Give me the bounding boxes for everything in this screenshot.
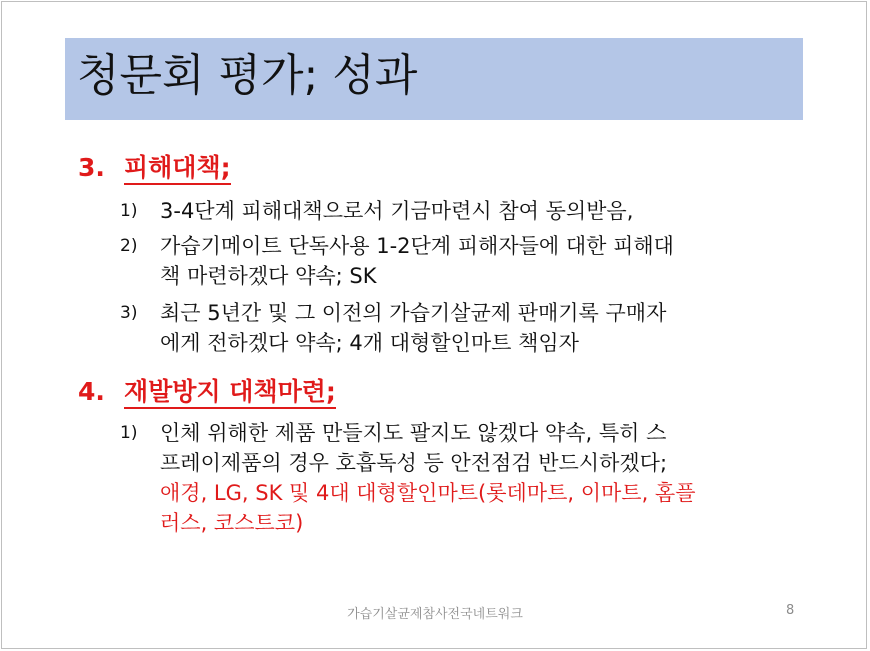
item-line: 최근 5년간 및 그 이전의 가습기살균제 판매기록 구매자 xyxy=(160,301,667,325)
section-heading-3 xyxy=(78,152,231,184)
item-line-highlight: 러스, 코스트코) xyxy=(160,511,304,535)
footer-text: 가습기살균제참사전국네트워크 xyxy=(347,607,523,622)
item-number: 1) xyxy=(120,201,138,221)
item-line: 에게 전하겠다 약속; 4개 대형할인마트 책임자 xyxy=(160,331,579,355)
section-title: 피해대책; xyxy=(124,153,231,185)
item-number: 3) xyxy=(120,303,138,323)
item-line: 인체 위해한 제품 만들지도 팔지도 않겠다 약속, 특히 스 xyxy=(160,421,667,445)
section-title: 재발방지 대책마련; xyxy=(124,377,336,409)
list-item xyxy=(120,196,800,226)
section-number: 4. xyxy=(78,377,105,406)
title-bar xyxy=(65,38,803,120)
item-line-highlight: 애경, LG, SK 및 4대 대형할인마트(롯데마트, 이마트, 홈플 xyxy=(160,481,696,505)
item-number: 1) xyxy=(120,423,138,443)
slide-title: 청문회 평가; 성과 xyxy=(77,50,418,101)
list-item xyxy=(120,418,800,538)
list-item xyxy=(120,231,800,291)
item-line: 프레이제품의 경우 호흡독성 등 안전점검 반드시하겠다; xyxy=(160,451,668,475)
item-line: 가습기메이트 단독사용 1-2단계 피해자들에 대한 피해대 xyxy=(160,234,674,258)
page-number: 8 xyxy=(786,603,795,618)
list-item xyxy=(120,298,800,358)
item-line: 책 마련하겠다 약속; SK xyxy=(160,264,377,288)
item-line: 3-4단계 피해대책으로서 기금마련시 참여 동의받음, xyxy=(160,199,634,223)
section-number: 3. xyxy=(78,153,105,182)
section-heading-4 xyxy=(78,376,336,408)
item-number: 2) xyxy=(120,236,138,256)
